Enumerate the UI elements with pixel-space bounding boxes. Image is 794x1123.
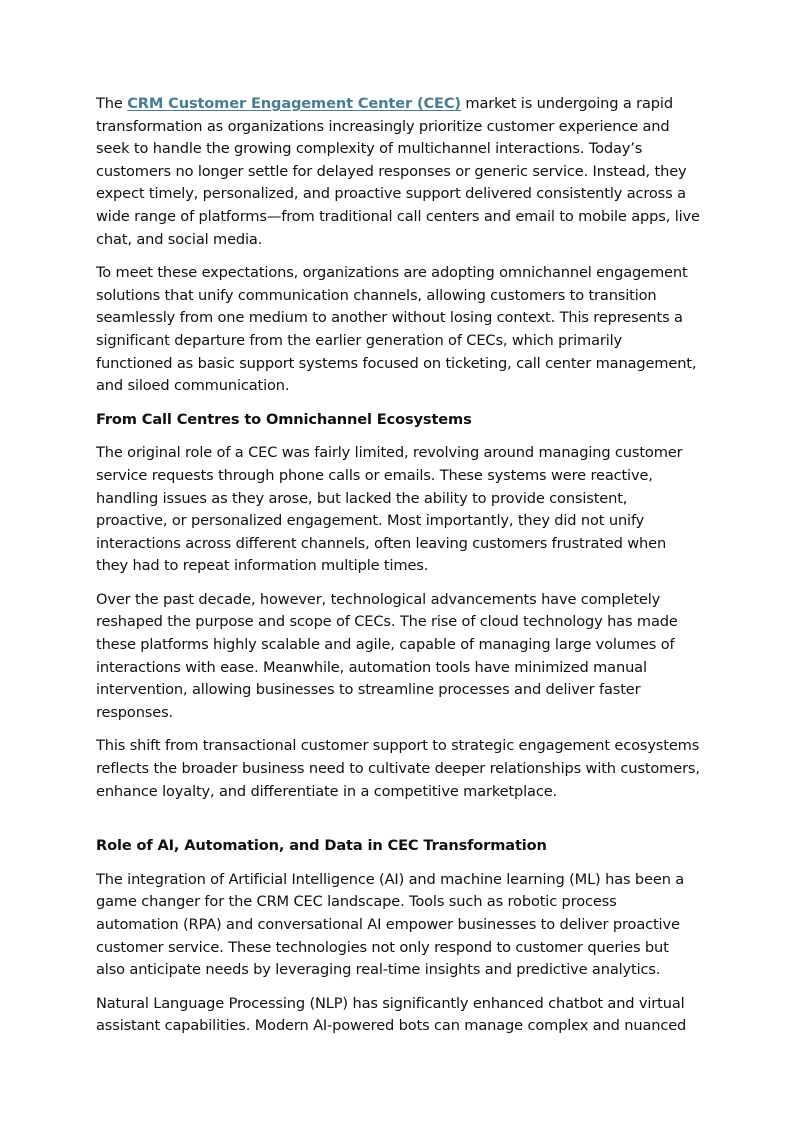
section-heading-call-centres: From Call Centres to Omnichannel Ecosystems xyxy=(96,410,472,428)
paragraph-past-decade: Over the past decade, however, technological advancements have completely reshaped the purpose and scope of CECs. The rise of cloud technology has made these platforms highly scalable and agile, capable of managing large volumes of interactions with ease. Meanwhile, automation tools have minimized manual intervention, allowing businesses to streamline processes and deliver faster responses. xyxy=(96,590,678,721)
intro-paragraph xyxy=(96,93,701,251)
paragraph-nlp: Natural Language Processing (NLP) has significantly enhanced chatbot and virtual assistant capabilities. Modern AI-powered bots can manage complex and nuanced xyxy=(96,994,687,1035)
paragraph-original-role: The original role of a CEC was fairly limited, revolving around managing customer service requests through phone calls or emails. These systems were reactive, handling issues as they arose, but lacked the ability to provide consistent, proactive, or personalized engagement. Most importantly, they did not unify interactions across different channels, often leaving customers frustrated when they had to repeat information multiple times. xyxy=(96,444,683,575)
paragraph-ai-integration: The integration of Artificial Intelligence (AI) and machine learning (ML) has been a game changer for the CRM CEC landscape. Tools such as robotic process automation (RPA) and conversational AI empower businesses to deliver proactive customer service. These technologies not only respond to customer queries but also anticipate needs by leveraging real-time insights and predictive analytics. xyxy=(96,870,685,979)
document-body xyxy=(96,93,701,1049)
paragraph-shift: This shift from transactional customer support to strategic engagement ecosystems reflects the broader business need to cultivate deeper relationships with customers, enhance loyalty, and differentiate in a competitive marketplace. xyxy=(96,737,700,800)
intro-rest: market is undergoing a rapid transformation as organizations increasingly prioritize customer experience and seek to handle the growing complexity of multichannel interactions. Today’s customers no longer settle for delayed responses or generic service. Instead, they expect timely, personalized, and proactive support delivered consistently across a wide range of platforms—from traditional call centers and email to mobile apps, live chat, and social media. xyxy=(96,95,700,248)
paragraph-omnichannel: To meet these expectations, organizations are adopting omnichannel engagement solutions that unify communication channels, allowing customers to transition seamlessly from one medium to another without losing context. This represents a significant departure from the earlier generation of CECs, which primarily functioned as basic support systems focused on ticketing, call center management, and siloed communication. xyxy=(96,264,697,395)
cec-link[interactable]: CRM Customer Engagement Center (CEC) xyxy=(127,95,461,112)
intro-lead: The xyxy=(96,95,128,112)
section-heading-ai-role: Role of AI, Automation, and Data in CEC Transformation xyxy=(96,837,547,855)
